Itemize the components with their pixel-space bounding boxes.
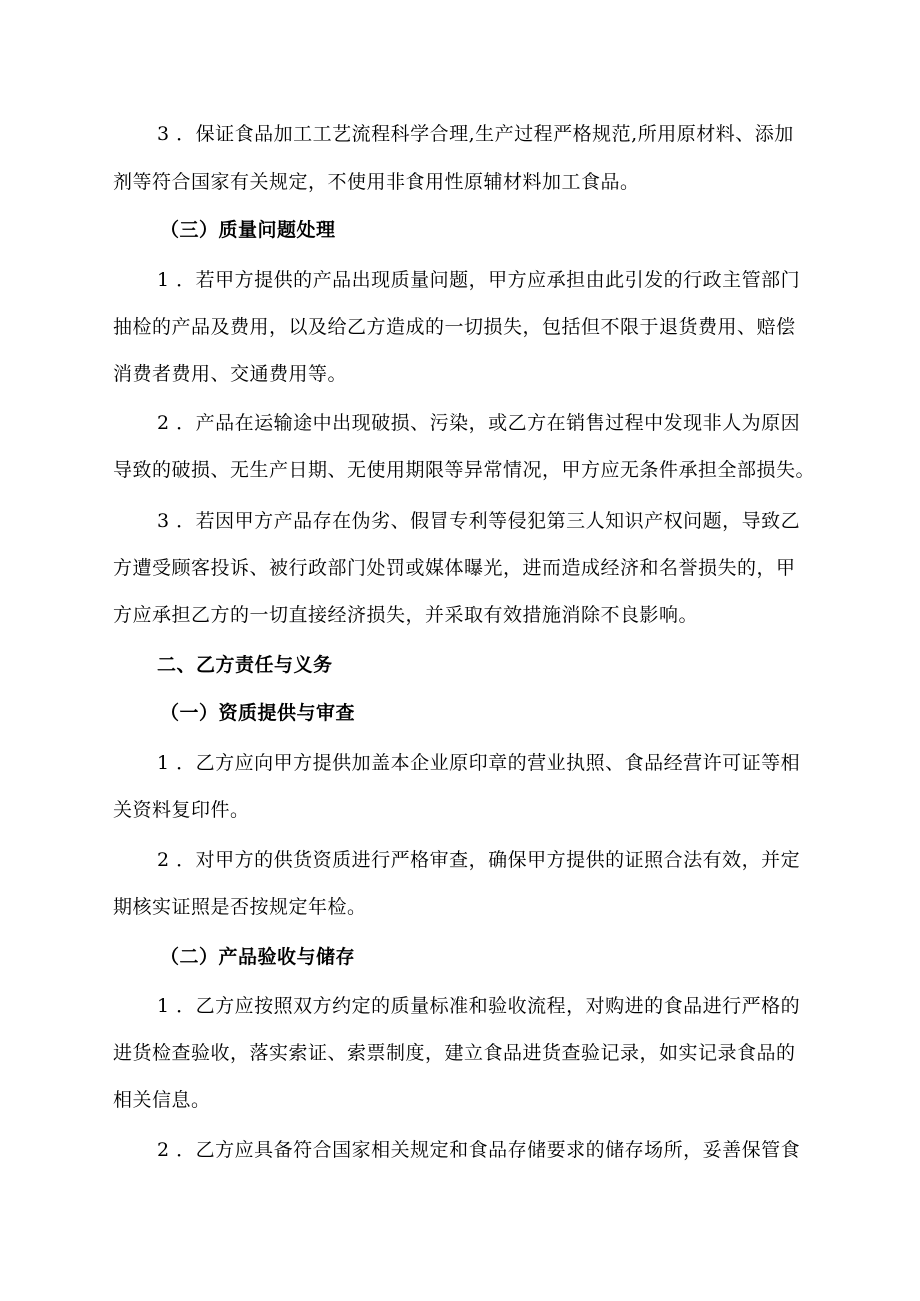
paragraph-line: 相关信息。: [113, 1089, 211, 1111]
paragraph-line: 方遭受顾客投诉、被行政部门处罚或媒体曝光，进而造成经济和名誉损失的，甲: [113, 557, 796, 579]
paragraph-line: 2 ．乙方应具备符合国家相关规定和食品存储要求的储存场所，妥善保管食: [157, 1139, 801, 1161]
paragraph-line: 1 ．乙方应按照双方约定的质量标准和验收流程，对购进的食品进行严格的: [157, 995, 801, 1017]
paragraph-line: 方应承担乙方的一切直接经济损失，并采取有效措施消除不良影响。: [113, 604, 699, 626]
paragraph-line: 2 ．产品在运输途中出现破损、污染，或乙方在销售过程中发现非人为原因: [157, 412, 801, 434]
paragraph-line: 进货检查验收，落实索证、索票制度，建立食品进货查验记录，如实记录食品的: [113, 1042, 796, 1064]
paragraph-line: 导致的破损、无生产日期、无使用期限等异常情况，甲方应无条件承担全部损失。: [113, 459, 816, 481]
paragraph-line: 3 ．若因甲方产品存在伪劣、假冒专利等侵犯第三人知识产权问题，导致乙: [157, 510, 801, 532]
section-heading: （三）质量问题处理: [160, 219, 336, 241]
paragraph-line: 抽检的产品及费用，以及给乙方造成的一切损失，包括但不限于退货费用、赔偿: [113, 316, 796, 338]
paragraph-line: 期核实证照是否按规定年检。: [113, 896, 367, 918]
paragraph-line: 关资料复印件。: [113, 799, 250, 821]
paragraph-line: 剂等符合国家有关规定，不使用非食用性原辅材料加工食品。: [113, 171, 640, 193]
section-heading: （一）资质提供与审查: [160, 702, 356, 724]
paragraph-line: 1 ．乙方应向甲方提供加盖本企业原印章的营业执照、食品经营许可证等相: [157, 752, 801, 774]
paragraph-line: 消费者费用、交通费用等。: [113, 363, 348, 385]
paragraph-line: 1 ．若甲方提供的产品出现质量问题，甲方应承担由此引发的行政主管部门: [157, 269, 801, 291]
chapter-heading: 二、乙方责任与义务: [157, 654, 333, 676]
paragraph-line: 2 ．对甲方的供货资质进行严格审查，确保甲方提供的证照合法有效，并定: [157, 849, 801, 871]
section-heading: （二）产品验收与储存: [160, 946, 356, 968]
paragraph-line: 3 ．保证食品加工工艺流程科学合理,生产过程严格规范,所用原材料、添加: [157, 123, 794, 145]
